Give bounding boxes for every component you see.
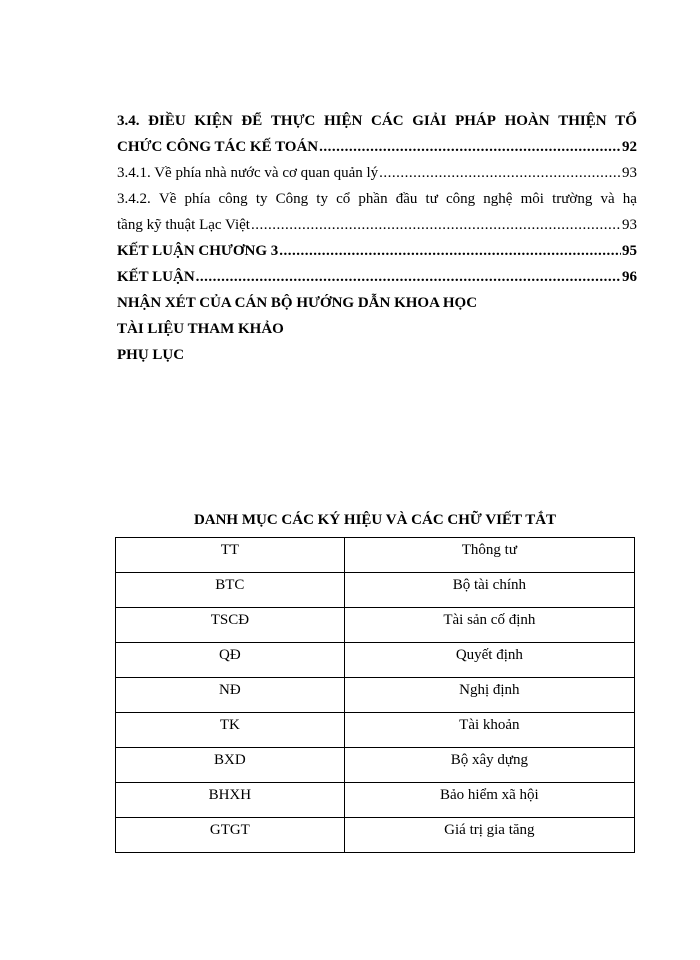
toc-entry-conclusion-ch3-page: 95 <box>622 243 637 259</box>
toc-entry-appendix: PHỤ LỤC <box>117 347 185 363</box>
toc-entry-supervisor-review: NHẬN XÉT CỦA CÁN BỘ HƯỚNG DẪN KHOA HỌC <box>117 295 478 311</box>
abbr-cell: GTGT <box>116 818 345 853</box>
toc-entry-3-4-2-title-part2: tầng kỹ thuật Lạc Việt <box>117 217 250 233</box>
meaning-cell: Bộ tài chính <box>344 573 634 608</box>
toc-entry-3-4-2-line2 <box>117 212 637 238</box>
toc-entry-conclusion-title: KẾT LUẬN <box>117 269 195 285</box>
toc-entry-3-4-line2 <box>117 134 637 160</box>
dot-leader <box>379 160 621 186</box>
table-row <box>116 713 635 748</box>
table-row <box>116 538 635 573</box>
abbr-cell: NĐ <box>116 678 345 713</box>
table-row <box>116 573 635 608</box>
abbreviations-table <box>115 537 635 853</box>
meaning-cell: Tài khoản <box>344 713 634 748</box>
toc-entry-3-4-title-part1: 3.4. ĐIỀU KIỆN ĐỂ THỰC HIỆN CÁC GIẢI PHÁP HOÀN THIỆN TỔ <box>117 113 637 129</box>
toc-entry-conclusion-page: 96 <box>622 269 637 285</box>
toc-entry-3-4-page: 92 <box>622 139 637 155</box>
meaning-cell: Tài sản cố định <box>344 608 634 643</box>
meaning-cell: Quyết định <box>344 643 634 678</box>
abbr-cell: BTC <box>116 573 345 608</box>
dot-leader <box>319 134 621 160</box>
table-of-contents <box>117 108 637 368</box>
toc-entry-3-4-line1 <box>117 108 637 134</box>
abbr-cell: TSCĐ <box>116 608 345 643</box>
toc-entry-3-4-2-page: 93 <box>622 217 637 233</box>
toc-entry-references: TÀI LIỆU THAM KHẢO <box>117 321 284 337</box>
toc-entry-3-4-1 <box>117 160 637 186</box>
abbr-cell: BXD <box>116 748 345 783</box>
toc-entry-3-4-1-page: 93 <box>622 165 637 181</box>
toc-entry-3-4-2-line1 <box>117 186 637 212</box>
abbreviations-title: DANH MỤC CÁC KÝ HIỆU VÀ CÁC CHỮ VIẾT TẮT <box>193 512 557 528</box>
table-row <box>116 608 635 643</box>
dot-leader <box>251 212 621 238</box>
meaning-cell: Bộ xây dựng <box>344 748 634 783</box>
abbr-cell: QĐ <box>116 643 345 678</box>
meaning-cell: Giá trị gia tăng <box>344 818 634 853</box>
abbr-cell: BHXH <box>116 783 345 818</box>
table-row <box>116 678 635 713</box>
toc-entry-3-4-2-title-part1: 3.4.2. Về phía công ty Công ty cổ phần đầu tư công nghệ môi trường và hạ <box>117 191 637 207</box>
toc-entry-conclusion-ch3 <box>117 238 637 264</box>
dot-leader <box>196 264 621 290</box>
toc-entry-conclusion <box>117 264 637 290</box>
table-row <box>116 818 635 853</box>
meaning-cell: Bảo hiểm xã hội <box>344 783 634 818</box>
abbr-cell: TK <box>116 713 345 748</box>
toc-entry-3-4-title-part2: CHỨC CÔNG TÁC KẾ TOÁN <box>117 139 319 155</box>
toc-entry-3-4-1-title: 3.4.1. Về phía nhà nước và cơ quan quản lý <box>117 165 379 181</box>
toc-entry-conclusion-ch3-title: KẾT LUẬN CHƯƠNG 3 <box>117 243 279 259</box>
abbr-cell: TT <box>116 538 345 573</box>
dot-leader <box>279 238 621 264</box>
table-row <box>116 643 635 678</box>
meaning-cell: Thông tư <box>344 538 634 573</box>
table-row <box>116 748 635 783</box>
meaning-cell: Nghị định <box>344 678 634 713</box>
table-row <box>116 783 635 818</box>
